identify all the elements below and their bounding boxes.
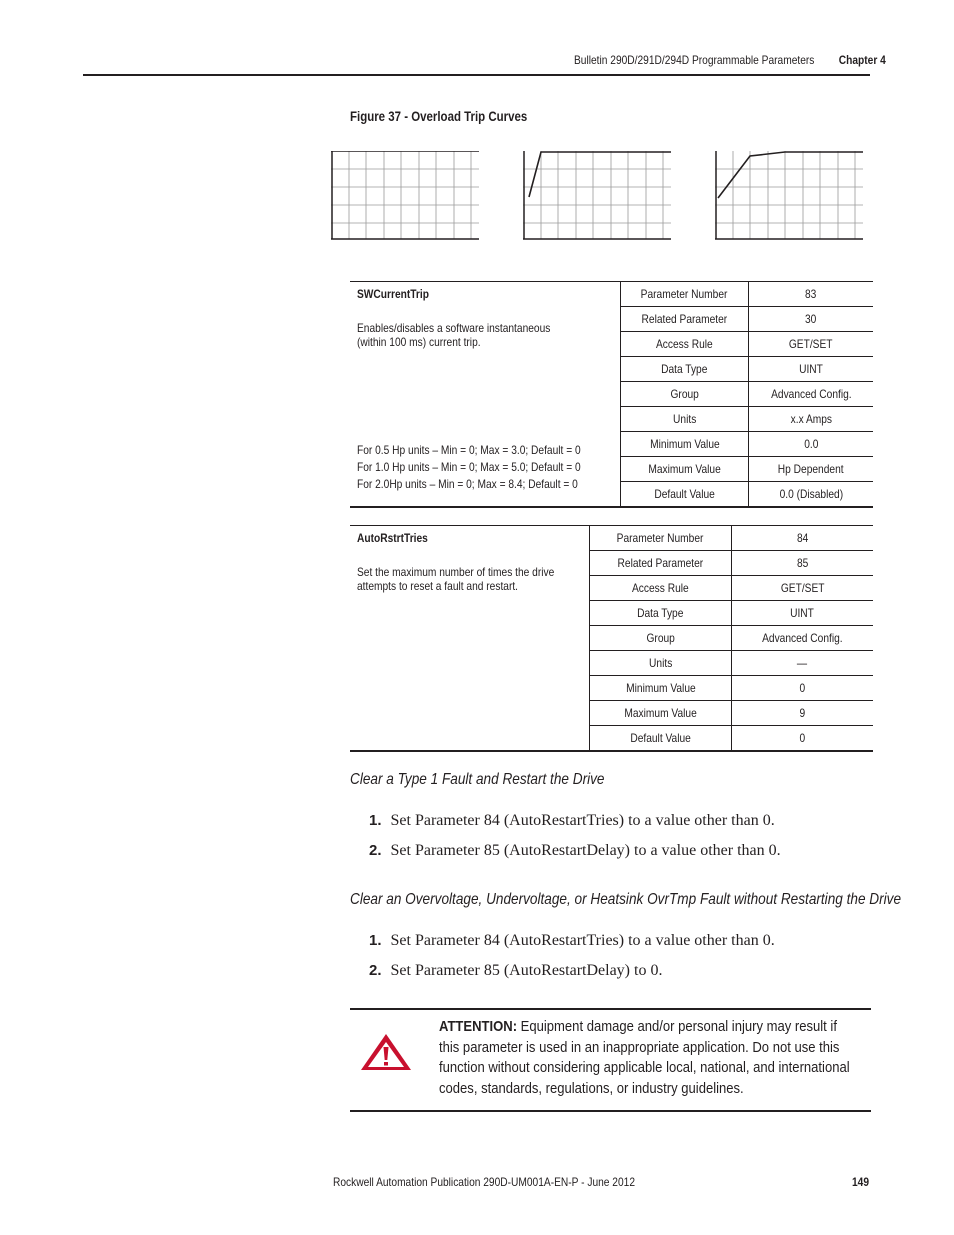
row-value: UINT	[748, 357, 873, 382]
row-key: Data Type	[590, 601, 732, 626]
parameter-range-line: For 0.5 Hp units – Min = 0; Max = 3.0; Default = 0	[357, 443, 581, 457]
row-key: Access Rule	[590, 576, 732, 601]
row-value: x.x Amps	[748, 407, 873, 432]
row-value: 85	[731, 551, 873, 576]
section-heading: Clear an Overvoltage, Undervoltage, or Heatsink OvrTmp Fault without Restarting the Drive	[350, 891, 902, 908]
row-value: 9	[731, 701, 873, 726]
header-chapter: Chapter 4	[838, 53, 886, 67]
trip-curve-graph-2	[523, 151, 672, 241]
step-number: 1.	[369, 932, 382, 949]
parameter-description-cell	[350, 282, 621, 508]
row-key: Maximum Value	[621, 457, 749, 482]
row-key: Minimum Value	[590, 676, 732, 701]
warning-triangle-icon	[359, 1032, 413, 1072]
row-value: Hp Dependent	[748, 457, 873, 482]
row-value: 83	[748, 282, 873, 307]
row-key: Units	[621, 407, 749, 432]
parameter-description-cell	[350, 526, 590, 752]
row-value: 0.0 (Disabled)	[748, 482, 873, 508]
step-number: 2.	[369, 842, 382, 859]
row-value: 30	[748, 307, 873, 332]
parameter-description-line: Enables/disables a software instantaneous	[357, 321, 551, 335]
step-text: Set Parameter 85 (AutoRestartDelay) to a value other than 0.	[390, 842, 781, 859]
trip-curve-graph-3	[715, 151, 864, 241]
row-key: Data Type	[621, 357, 749, 382]
attention-rule-bottom	[350, 1110, 871, 1112]
parameter-description-line: (within 100 ms) current trip.	[357, 335, 481, 349]
row-value: UINT	[731, 601, 873, 626]
row-key: Parameter Number	[621, 282, 749, 307]
footer-publication: Rockwell Automation Publication 290D-UM001A-EN-P - June 2012	[333, 1175, 636, 1189]
row-value: 0	[731, 676, 873, 701]
row-key: Maximum Value	[590, 701, 732, 726]
list-item	[369, 812, 775, 830]
parameter-description-line: Set the maximum number of times the drive	[357, 565, 555, 579]
parameter-description-line: attempts to reset a fault and restart.	[357, 579, 519, 593]
attention-label: ATTENTION:	[439, 1018, 518, 1035]
row-value: 84	[731, 526, 873, 551]
list-item	[369, 962, 662, 980]
attention-rule-top	[350, 1008, 871, 1010]
row-key: Group	[590, 626, 732, 651]
row-key: Parameter Number	[590, 526, 732, 551]
trip-curve-graph-1	[331, 151, 480, 241]
row-value: 0.0	[748, 432, 873, 457]
section-heading: Clear a Type 1 Fault and Restart the Drive	[350, 771, 605, 788]
step-number: 1.	[369, 812, 382, 829]
list-item	[369, 842, 781, 860]
header-rule	[83, 74, 870, 76]
row-value: 0	[731, 726, 873, 752]
list-item	[369, 932, 775, 950]
row-key: Minimum Value	[621, 432, 749, 457]
attention-text: Equipment damage and/or personal injury may result if this parameter is used in an inappropriate application. Do not use this function without considering applicable local, national, and international codes, standards, regulations, or industry guidelines.	[439, 1018, 850, 1097]
parameter-name: SWCurrentTrip	[357, 287, 429, 301]
row-value: GET/SET	[731, 576, 873, 601]
running-header	[574, 53, 886, 67]
parameter-name: AutoRstrtTries	[357, 531, 428, 545]
parameter-range-line: For 2.0Hp units – Min = 0; Max = 8.4; Default = 0	[357, 477, 578, 491]
row-key: Default Value	[621, 482, 749, 508]
parameter-range-line: For 1.0 Hp units – Min = 0; Max = 5.0; Default = 0	[357, 460, 581, 474]
figure-title: Figure 37 - Overload Trip Curves	[350, 109, 528, 124]
step-text: Set Parameter 84 (AutoRestartTries) to a value other than 0.	[390, 932, 775, 949]
parameter-table-autorstrttries	[350, 525, 873, 752]
row-key: Units	[590, 651, 732, 676]
row-key: Group	[621, 382, 749, 407]
row-key: Default Value	[590, 726, 732, 752]
page-number: 149	[852, 1175, 870, 1189]
step-number: 2.	[369, 962, 382, 979]
row-value: —	[731, 651, 873, 676]
row-key: Related Parameter	[621, 307, 749, 332]
row-value: Advanced Config.	[748, 382, 873, 407]
step-text: Set Parameter 85 (AutoRestartDelay) to 0.	[390, 962, 663, 979]
row-value: Advanced Config.	[731, 626, 873, 651]
parameter-table-swcurrenttrip	[350, 281, 873, 508]
attention-message	[439, 1017, 859, 1099]
header-section-title: Bulletin 290D/291D/294D Programmable Parameters	[574, 53, 815, 67]
row-value: GET/SET	[748, 332, 873, 357]
step-text: Set Parameter 84 (AutoRestartTries) to a value other than 0.	[390, 812, 775, 829]
row-key: Access Rule	[621, 332, 749, 357]
row-key: Related Parameter	[590, 551, 732, 576]
